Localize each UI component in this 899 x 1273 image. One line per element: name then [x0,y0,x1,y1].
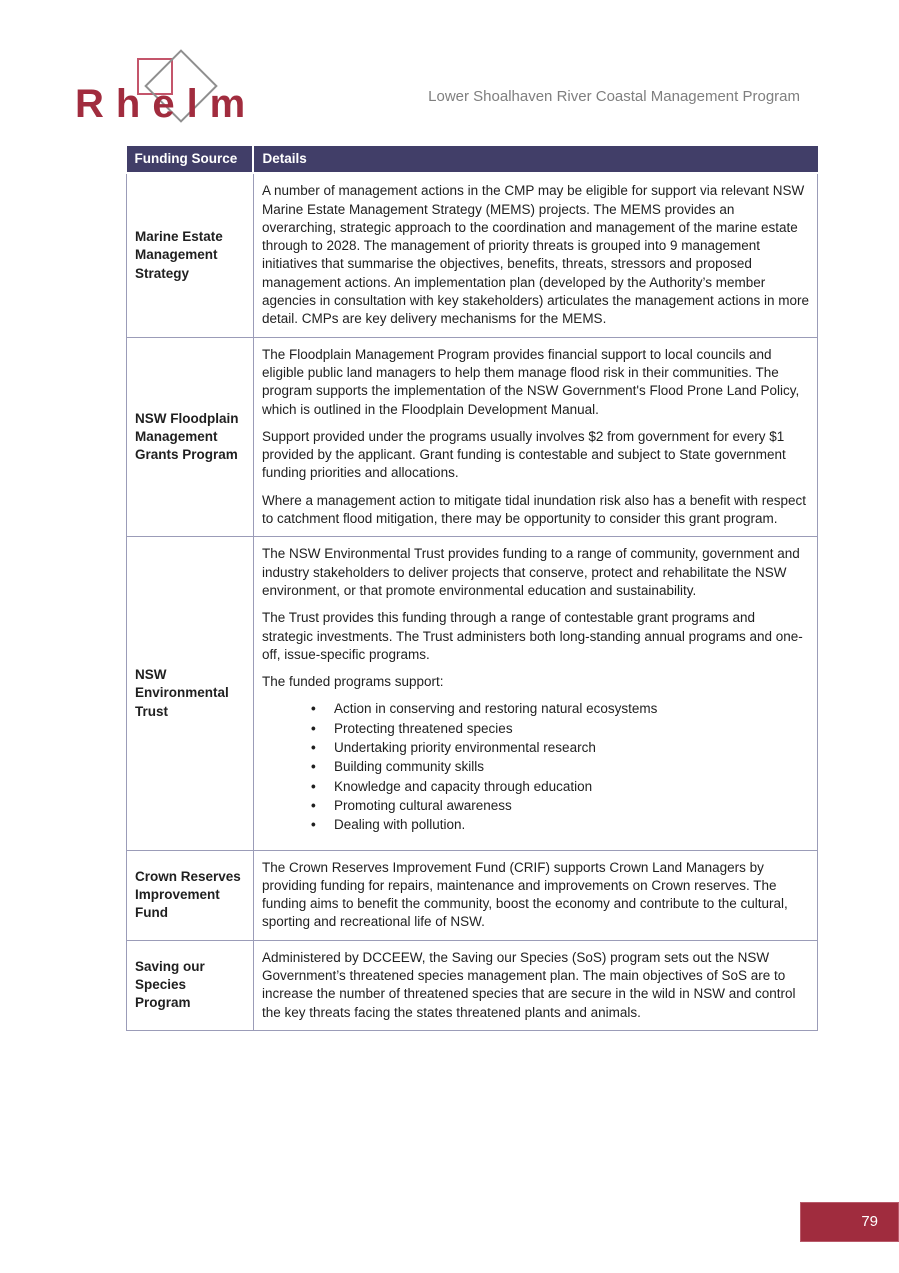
document-title: Lower Shoalhaven River Coastal Management Program [428,88,800,105]
details-paragraph: Support provided under the programs usually involves $2 from government for every $1 provided by the applicant. Grant funding is contestable and subject to State government funding priorities and allocations. [261,428,786,481]
details-cell [253,173,817,337]
list-item: • Protecting threatened species [334,720,809,738]
table-header-row [127,146,818,173]
details-paragraph: Administered by DCCEEW, the Saving our Species (SoS) program sets out the NSW Government’s threatened species management plan. The main objectives of SoS are to increase the number of threatened species that are secure in the wild in NSW and control the key threats facing the states threatened plants and animals. [261,949,796,1020]
details-paragraph: The funded programs support: [261,674,444,690]
details-paragraph: The NSW Environmental Trust provides funding to a range of community, government and industry stakeholders to deliver projects that conserve, protect and rehabilitate the NSW environment, or that promote environmental education and sustainability. [261,546,800,598]
list-item: • Action in conserving and restoring natural ecosystems [334,700,809,718]
list-item: • Knowledge and capacity through education [334,778,809,796]
funding-source-cell: NSW Environmental Trust [127,537,254,850]
header-details: Details [253,146,817,173]
details-paragraph: A number of management actions in the CMP may be eligible for support via relevant NSW Marine Estate Management Strategy (MEMS) projects. The MEMS provides an overarching, strategic approach to the coordination and management of the marine estate through to 2028. The management of priority threats is grouped into 9 management initiatives that summarise the objectives, benefits, threats, stressors and proposed management actions. An implementation plan (developed by the Authority’s member agencies in consultation with key stakeholders) articulates the management actions in more detail. CMPs are key delivery mechanisms for the MEMS. [261,183,809,327]
table-row [127,537,818,850]
rhelm-logo: Rhelm [73,40,253,125]
list-item: • Dealing with pollution. [334,816,809,834]
funded-programs-list [262,700,809,834]
list-item: • Undertaking priority environmental research [334,739,809,757]
details-cell [253,537,817,850]
details-cell [253,850,817,940]
funding-source-cell: Crown Reserves Improvement Fund [127,850,254,940]
details-paragraph: The Trust provides this funding through a range of contestable grant programs and strategic investments. The Trust administers both long-standing annual programs and one-off, issue-specific programs. [261,610,803,662]
table-row [127,850,818,940]
funding-source-cell: NSW Floodplain Management Grants Program [127,337,254,537]
header-funding-source: Funding Source [127,146,254,173]
list-item: • Building community skills [334,758,809,776]
funding-table [126,146,818,1031]
page-number-badge: 79 [800,1202,899,1242]
table-row [127,337,818,537]
details-paragraph: The Floodplain Management Program provides financial support to local councils and eligible public land managers to help them manage flood risk in their communities. The program supports the implementation of the NSW Government's Flood Prone Land Policy, which is outlined in the Floodplain Development Manual. [261,346,800,417]
details-cell [253,940,817,1030]
details-paragraph: The Crown Reserves Improvement Fund (CRIF) supports Crown Land Managers by providing funding for repairs, maintenance and improvements on Crown reserves. The funding aims to benefit the community, boost the economy and contribute to the cultural, sporting and recreational life of NSW. [261,859,788,930]
funding-source-cell: Saving our Species Program [127,940,254,1030]
details-paragraph: Where a management action to mitigate tidal inundation risk also has a benefit with respect to catchment flood mitigation, there may be opportunity to consider this grant program. [261,492,807,527]
details-cell [253,337,817,537]
table-row [127,173,818,337]
list-item: • Promoting cultural awareness [334,797,809,815]
table-row [127,940,818,1030]
funding-source-cell: Marine Estate Management Strategy [127,173,254,337]
